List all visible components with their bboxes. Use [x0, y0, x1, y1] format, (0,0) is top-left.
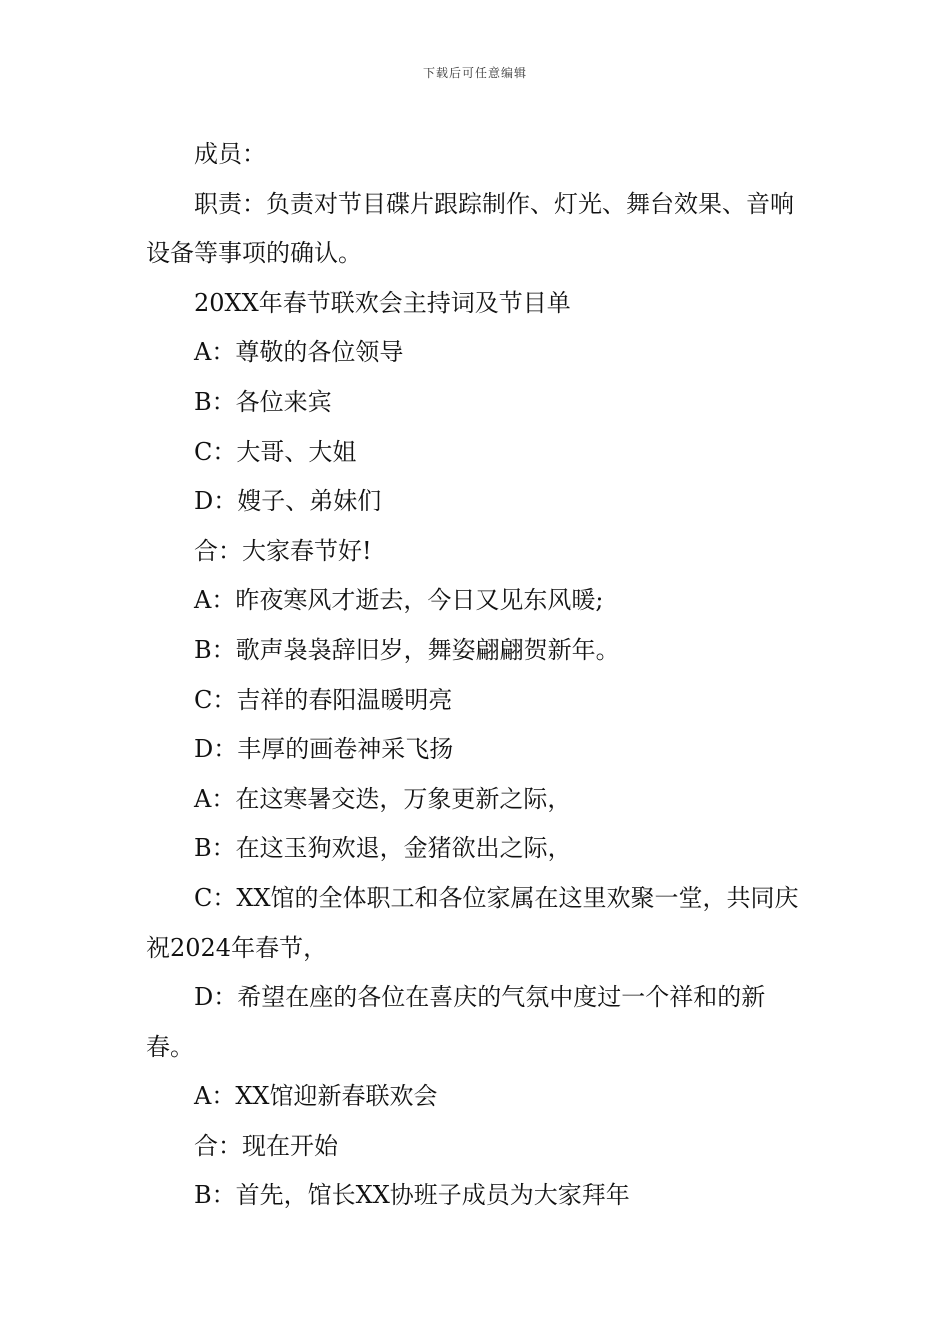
- paragraph-section-title: 20XX年春节联欢会主持词及节目单: [194, 288, 571, 317]
- script-line: A：昨夜寒风才逝去，今日又见东风暖;: [194, 586, 604, 615]
- script-line: D：丰厚的画卷神采飞扬: [194, 735, 454, 764]
- script-line: A：XX馆迎新春联欢会: [194, 1082, 438, 1111]
- script-line: 合：现在开始: [194, 1131, 338, 1160]
- script-line: A：在这寒暑交迭，万象更新之际，: [194, 784, 572, 813]
- script-line: B：歌声袅袅辞旧岁，舞姿翩翩贺新年。: [194, 635, 620, 664]
- script-line: C：XX馆的全体职工和各位家属在这里欢聚一堂，共同庆祝2024年春节，: [146, 883, 799, 962]
- script-line: D：希望在座的各位在喜庆的气氛中度过一个祥和的新春。: [146, 983, 766, 1061]
- paragraph-duties: 职责：负责对节目碟片跟踪制作、灯光、舞台效果、音响设备等事项的确认。: [146, 189, 794, 268]
- script-line: A：尊敬的各位领导: [194, 338, 404, 367]
- script-line: 合：大家春节好!: [194, 536, 372, 565]
- document-body: [146, 130, 808, 1221]
- script-line: B：在这玉狗欢退，金猪欲出之际，: [194, 834, 572, 863]
- script-line: B：首先，馆长XX协班子成员为大家拜年: [194, 1181, 630, 1210]
- paragraph-members: 成员：: [194, 140, 266, 168]
- script-line: D：嫂子、弟妹们: [194, 487, 382, 516]
- script-line: C：吉祥的春阳温暖明亮: [194, 685, 453, 714]
- header-note: 下载后可任意编辑: [422, 66, 527, 80]
- script-line: B：各位来宾: [194, 387, 332, 416]
- script-line: C：大哥、大姐: [194, 437, 357, 466]
